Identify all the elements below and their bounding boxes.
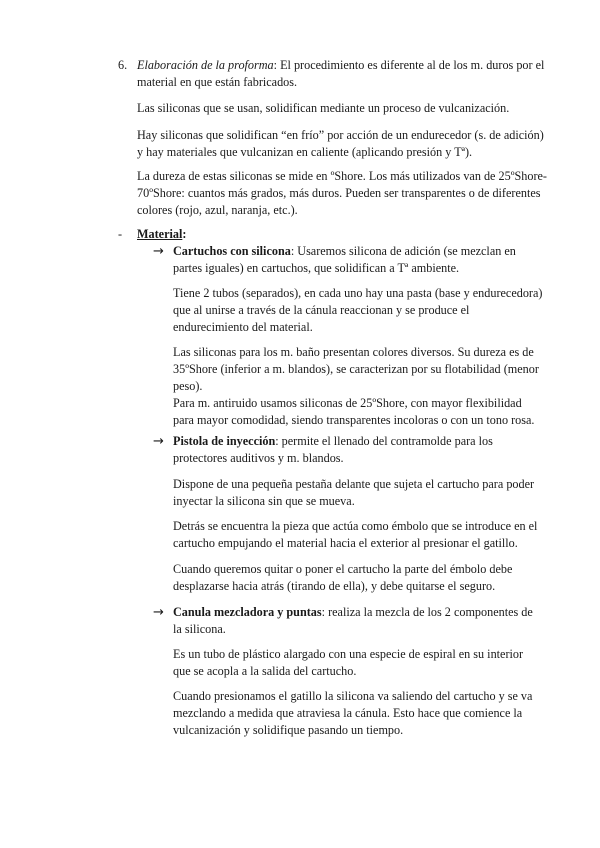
bullet-dash: - [118, 227, 123, 241]
item-paragraph: Tiene 2 tubos (separados), en cada uno hay una pasta (base y endurecedora) que al unirse a través de la cánula reaccionan y se produce el endurecimiento del material. [173, 286, 543, 334]
paragraph-cold-hot: Hay siliconas que solidifican “en frío” por acción de un endurecedor (s. de adición) y hay materiales que vulcanizan en caliente (aplicando presión y Tª). [137, 128, 544, 159]
item-title: Cartuchos con silicona [173, 244, 291, 258]
item-lead: : Usaremos silicona de adición (se mezclan en partes iguales) en cartuchos, que solidifican a Tª ambiente. [173, 244, 516, 275]
section-heading: Elaboración de la proforma [137, 58, 274, 72]
section-6-intro [137, 57, 547, 91]
arrow-icon: → [153, 434, 164, 449]
paragraph-vulcanization: Las siliconas que se usan, solidifican mediante un proceso de vulcanización. [137, 101, 510, 115]
item-title: Canula mezcladora y puntas [173, 605, 322, 619]
item-paragraph: Detrás se encuentra la pieza que actúa como émbolo que se introduce en el cartucho empujando el material hacia el exterior al presionar el gatillo. [173, 519, 538, 550]
item-canula [173, 604, 543, 638]
item-paragraph: Es un tubo de plástico alargado con una especie de espiral en su interior que se acopla a la salida del cartucho. [173, 647, 524, 678]
item-lead: : realiza la mezcla de los 2 componentes de la silicona. [173, 605, 533, 636]
item-title: Pistola de inyección [173, 434, 276, 448]
arrow-icon: → [153, 244, 164, 259]
item-pistola [173, 433, 543, 467]
section-intro-text: : El procedimiento es diferente al de los m. duros por el material en que están fabricados. [137, 58, 545, 89]
item-paragraph: Cuando presionamos el gatillo la silicona va saliendo del cartucho y se va mezclando a medida que atraviesa la cánula. Esto hace que comience la vulcanización y solidifique pasando un tiempo. [173, 689, 533, 737]
material-label: Material [137, 227, 183, 241]
list-number: 6. [118, 58, 128, 72]
item-paragraph: Para m. antiruido usamos siliconas de 25ºShore, con mayor flexibilidad para mayor comodidad, siendo transparentes incoloras o con un tono rosa. [173, 396, 535, 427]
material-colon: : [182, 227, 187, 241]
item-paragraph: Dispone de una pequeña pestaña delante que sujeta el cartucho para poder inyectar la silicona sin que se mueva. [173, 477, 535, 508]
item-lead: : permite el llenado del contramolde para los protectores auditivos y m. blandos. [173, 434, 493, 465]
item-cartuchos [173, 243, 543, 277]
arrow-icon: → [153, 605, 164, 620]
material-heading [137, 226, 186, 243]
item-paragraph: Las siliconas para los m. baño presentan colores diversos. Su dureza es de 35ºShore (inferior a m. blandos), se caracterizan por su flotabilidad (menor peso). [173, 345, 539, 393]
paragraph-hardness: La dureza de estas siliconas se mide en ºShore. Los más utilizados van de 25ºShore-70ºShore: cuantos más grados, más duros. Pueden ser transparentes o de diferentes colores (rojo, azul, naranja, etc.). [137, 169, 547, 217]
item-paragraph: Cuando queremos quitar o poner el cartucho la parte del émbolo debe desplazarse hacia atrás (tirando de ella), y debe quitarse el seguro. [173, 562, 513, 593]
